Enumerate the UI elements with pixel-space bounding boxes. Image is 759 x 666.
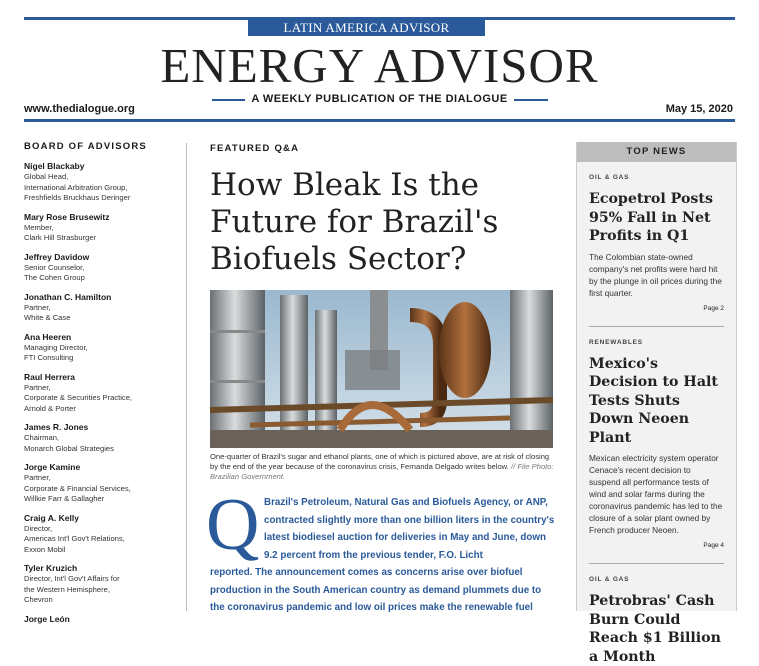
news-separator — [589, 326, 724, 327]
news-category: OIL & GAS — [589, 576, 630, 583]
advisor-name: Jorge León — [24, 613, 70, 624]
advisor-title-line: Clark Hill Strasburger — [24, 233, 97, 242]
news-separator — [589, 563, 724, 564]
news-category: OIL & GAS — [589, 174, 630, 181]
board-heading: BOARD OF ADVISORS — [24, 141, 147, 152]
featured-headline[interactable]: How Bleak Is the Future for Brazil's Biofuels Sector? — [210, 167, 499, 277]
advisor-entry — [24, 332, 174, 364]
lead-paragraph — [210, 494, 555, 617]
board-of-advisors — [24, 141, 174, 633]
photo-credit: // File Photo: Brazilian Government. — [210, 462, 554, 481]
news-summary: The Colombian state-owned company's net profits were hard hit by the plunge in oil prices during the first quarter. — [589, 251, 722, 298]
advisor-title-line: Director, Int'l Gov't Affairs for — [24, 574, 120, 583]
advisor-name: Mary Rose Brusewitz — [24, 211, 110, 222]
advisor-entry — [24, 372, 174, 415]
news-page-link[interactable]: Page 2 — [703, 304, 724, 312]
news-headline[interactable]: Petrobras' Cash Burn Could Reach $1 Billion a Month — [589, 593, 721, 665]
news-list — [577, 174, 736, 666]
header-bottom-rule — [24, 119, 735, 122]
website-link[interactable]: www.thedialogue.org — [24, 103, 135, 115]
news-category: RENEWABLES — [589, 338, 643, 346]
publication-banner: LATIN AMERICA ADVISOR — [248, 19, 485, 36]
advisor-name: Jonathan C. Hamilton — [24, 291, 112, 302]
news-headline[interactable]: Mexico's Decision to Halt Tests Shuts Down Neoen Plant — [589, 355, 718, 446]
advisor-name: Tyler Kruzich — [24, 563, 78, 573]
plant-illustration — [210, 290, 553, 448]
advisor-entry — [24, 212, 174, 244]
advisor-title-line: Arnold & Porter — [24, 403, 76, 413]
news-page-link[interactable]: Page 4 — [703, 542, 724, 549]
advisor-title-line: Partner, — [24, 382, 51, 392]
advisor-title-line: Member, — [24, 222, 54, 232]
advisor-entry — [24, 252, 174, 284]
masthead-title: ENERGY ADVISOR — [160, 38, 599, 93]
tagline: A WEEKLY PUBLICATION OF THE DIALOGUE — [245, 93, 513, 105]
advisor-entry — [24, 161, 174, 204]
advisor-title-line: Partner, — [24, 302, 51, 312]
drop-cap: Q — [206, 484, 260, 566]
advisor-title-line: Director, — [24, 523, 53, 533]
news-headline[interactable]: Ecopetrol Posts 95% Fall in Net Profits in Q1 — [589, 191, 713, 244]
issue-date: May 15, 2020 — [665, 103, 733, 115]
advisor-title-line: The Cohen Group — [24, 273, 85, 282]
advisor-title-line: Freshfields Bruckhaus Deringer — [24, 193, 131, 202]
advisor-title-line: International Arbitration Group, — [24, 182, 128, 192]
photo-caption — [210, 452, 555, 482]
advisor-name: Raul Herrera — [24, 371, 76, 382]
advisor-title-line: White & Case — [24, 313, 71, 322]
advisor-title-line: FTI Consulting — [24, 353, 74, 362]
advisor-title-line: Monarch Global Strategies — [24, 443, 114, 453]
lead-indented-text: Brazil's Petroleum, Natural Gas and Biofuels Agency, or ANP, contracted slightly more than one billion liters in the country's latest biodiesel auction for deliveries in May and June, down 9.2 percent from the previous tender, F.O. Licht — [264, 497, 555, 561]
advisor-title-line: Corporate & Securities Practice, — [24, 393, 133, 402]
featured-photo — [210, 290, 553, 448]
advisor-title-line: Global Head, — [24, 172, 69, 181]
top-news-heading: TOP NEWS — [577, 142, 736, 162]
advisor-entry — [24, 614, 174, 625]
advisor-entry — [24, 563, 174, 606]
advisor-name: Jeffrey Davidow — [24, 251, 90, 262]
advisor-title-line: Partner, — [24, 473, 51, 482]
lead-rest-text: reported. The announcement comes as concerns arise over biofuel production in the South American country as demand plummets due to the coronavirus pandemic and low oil prices make the renewable fuel — [210, 567, 542, 613]
advisor-title-line: Americas Int'l Gov't Relations, — [24, 534, 125, 543]
advisor-title-line: Managing Director, — [24, 342, 88, 352]
top-news-sidebar — [576, 142, 737, 665]
news-summary: Mexican electricity system operator Cenace's recent decision to suspend all performance tests of wind and solar farms during the coronavirus pandemic has led to the closure of a solar plant owned by French producer Neoen. — [589, 453, 723, 535]
advisor-entry — [24, 292, 174, 324]
advisor-name: Ana Heeren — [24, 331, 72, 342]
advisor-title-line: the Western Hemisphere, — [24, 584, 110, 594]
advisor-name: Jorge Kamine — [24, 462, 81, 472]
advisor-entry — [24, 462, 174, 505]
featured-label: FEATURED Q&A — [210, 143, 300, 154]
advisor-title-line: Exxon Mobil — [24, 544, 66, 554]
advisor-entry — [24, 422, 174, 454]
caption-text: One-quarter of Brazil's sugar and ethanol plants, one of which is pictured above, are at risk of closing by the end of the year because of the coronavirus crisis, Fernanda Delgado writes below. — [210, 452, 550, 471]
column-divider — [186, 143, 187, 611]
advisor-name: Craig A. Kelly — [24, 512, 79, 523]
advisor-title-line: Senior Counselor, — [24, 262, 85, 272]
advisor-title-line: Chairman, — [24, 433, 60, 442]
advisor-title-line: Corporate & Financial Services, — [24, 483, 131, 493]
advisor-list — [24, 161, 174, 625]
advisor-entry — [24, 513, 174, 556]
advisor-name: James R. Jones — [24, 422, 89, 432]
advisor-title-line: Chevron — [24, 595, 53, 604]
advisor-title-line: Willkie Farr & Gallagher — [24, 494, 105, 503]
advisor-name: Nigel Blackaby — [24, 161, 85, 171]
